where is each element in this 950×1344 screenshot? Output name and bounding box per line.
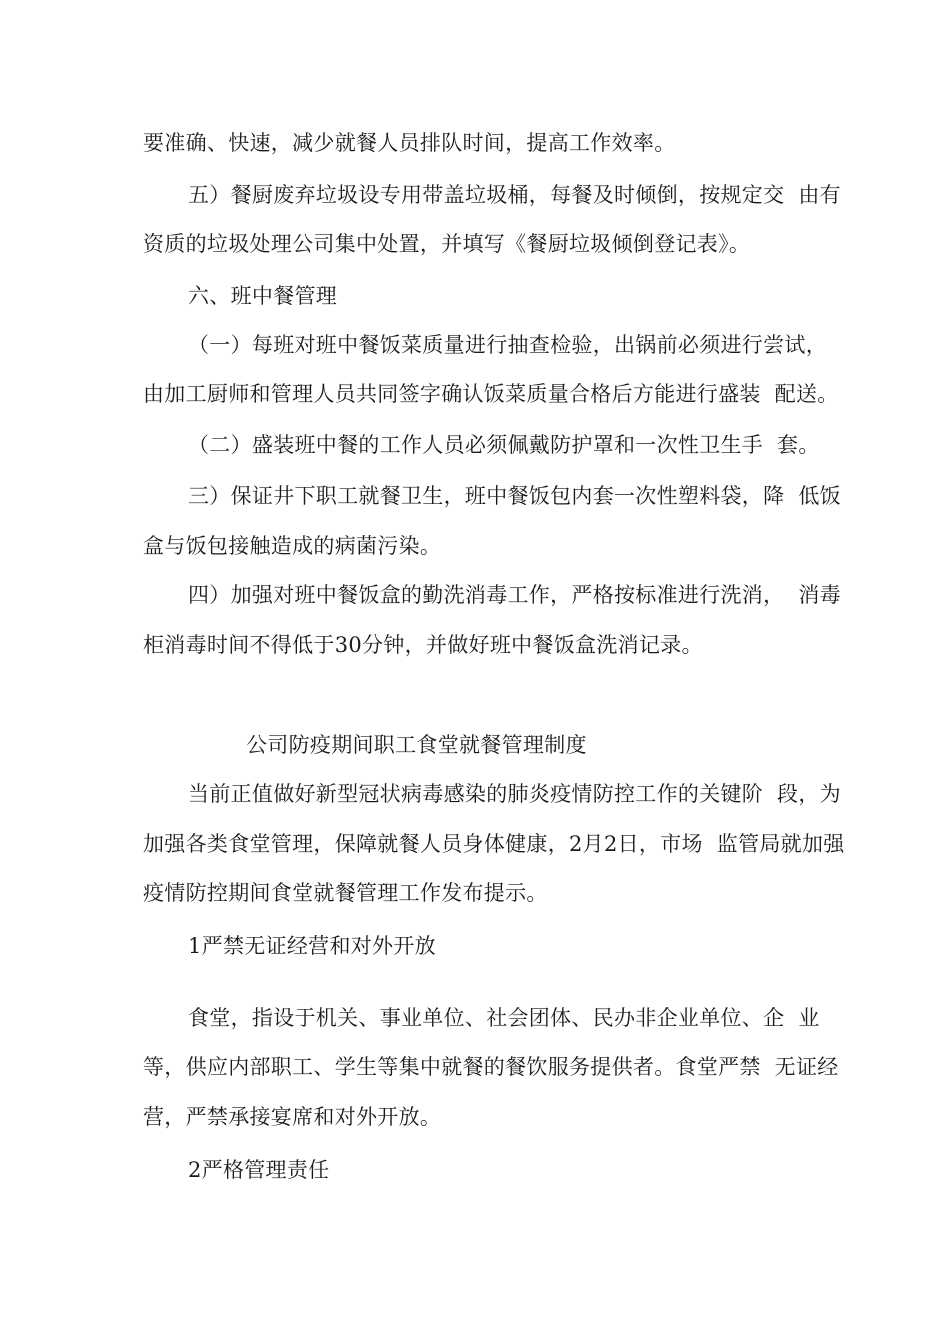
paragraph-line: 资质的垃圾处理公司集中处置，并填写《餐厨垃圾倾倒登记表》。 [143,232,751,256]
section-heading: 2严格管理责任 [188,1158,330,1182]
paragraph-line: 疫情防控期间食堂就餐管理工作发布提示。 [143,881,548,905]
paragraph-line: 等，供应内部职工、学生等集中就餐的餐饮服务提供者。食堂严禁 无证经 [143,1055,839,1079]
section-heading: 六、班中餐管理 [188,284,338,308]
paragraph-line: 食堂，指设于机关、事业单位、社会团体、民办非企业单位、企 业 [188,1006,820,1030]
section-heading: 1严禁无证经营和对外开放 [188,934,436,958]
paragraph-line: 三）保证井下职工就餐卫生，班中餐饭包内套一次性塑料袋，降 低饭 [188,484,841,508]
paragraph-line: 四）加强对班中餐饭盒的勤洗消毒工作，严格按标准进行洗消， 消毒 [188,583,841,607]
paragraph-line: 加强各类食堂管理，保障就餐人员身体健康，2月2日，市场 监管局就加强 [143,832,845,856]
paragraph-line: 当前正值做好新型冠状病毒感染的肺炎疫情防控工作的关键阶 段，为 [188,782,841,806]
paragraph-line: 柜消毒时间不得低于30分钟，并做好班中餐饭盒洗消记录。 [143,633,703,657]
paragraph-line: 要准确、快速，减少就餐人员排队时间，提高工作效率。 [143,131,676,155]
paragraph-line: 营，严禁承接宴席和对外开放。 [143,1105,442,1129]
paragraph-line: 五）餐厨废弃垃圾设专用带盖垃圾桶，每餐及时倾倒，按规定交 由有 [188,183,841,207]
paragraph-line: （一）每班对班中餐饭菜质量进行抽查检验，出锅前必须进行尝试， [188,333,827,357]
document-title: 公司防疫期间职工食堂就餐管理制度 [246,733,587,757]
paragraph-line: （二）盛装班中餐的工作人员必须佩戴防护罩和一次性卫生手 套。 [188,433,820,457]
paragraph-line: 盒与饭包接触造成的病菌污染。 [143,534,442,558]
paragraph-line: 由加工厨师和管理人员共同签字确认饭菜质量合格后方能进行盛装 配送。 [143,382,839,406]
